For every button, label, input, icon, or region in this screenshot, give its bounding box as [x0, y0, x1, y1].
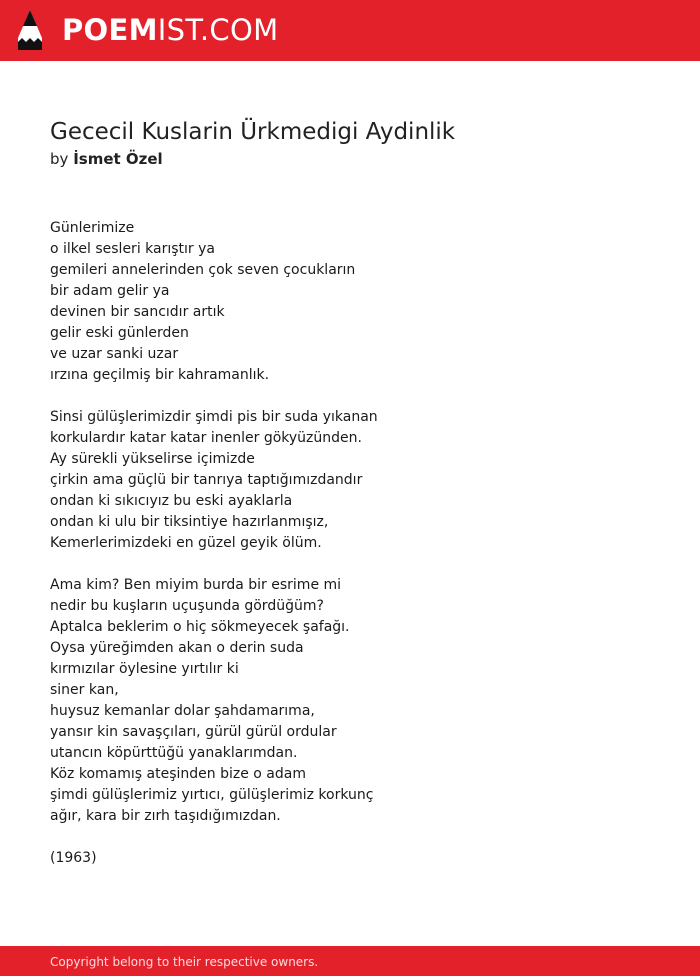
poem-line: gemileri annelerinden çok seven çocukların — [50, 262, 356, 278]
poem-line: nedir bu kuşların uçuşunda gördüğüm? — [50, 598, 324, 614]
poem-line: korkulardır katar katar inenler gökyüzünden. — [50, 430, 362, 446]
logo-bold: POEM — [62, 13, 158, 47]
stanza — [50, 218, 650, 386]
poem-line: Aptalca beklerim o hiç sökmeyecek şafağı. — [50, 619, 350, 635]
pencil-icon[interactable] — [17, 9, 43, 51]
poem-line: ondan ki ulu bir tiksintiye hazırlanmışız, — [50, 514, 329, 530]
poem-line: Köz komamış ateşinden bize o adam — [50, 766, 306, 782]
poem-line: şimdi gülüşlerimiz yırtıcı, gülüşlerimiz korkunç — [50, 787, 374, 803]
poem-line: kırmızılar öylesine yırtılır ki — [50, 661, 239, 677]
poem-line: bir adam gelir ya — [50, 283, 170, 299]
poem-line: (1963) — [50, 850, 97, 866]
poem-line: yansır kin savaşçıları, gürül gürül ordular — [50, 724, 337, 740]
poem-line: Ama kim? Ben miyim burda bir esrime mi — [50, 577, 342, 593]
poem-line: ağır, kara bir zırh taşıdığımızdan. — [50, 808, 281, 824]
poem-title: Gececil Kuslarin Ürkmedigi Aydinlik — [50, 119, 456, 145]
stanza-gap — [50, 386, 650, 407]
poem-line: Oysa yüreğimden akan o derin suda — [50, 640, 304, 656]
poem-body — [50, 218, 650, 869]
poem-line: siner kan, — [50, 682, 119, 698]
stanza-gap — [50, 827, 650, 848]
site-footer — [0, 946, 700, 976]
poem-line: Sinsi gülüşlerimizdir şimdi pis bir suda yıkanan — [50, 409, 378, 425]
poem-line: utancın köpürttüğü yanaklarımdan. — [50, 745, 298, 761]
stanza-gap — [50, 554, 650, 575]
poem-line: ondan ki sıkıcıyız bu eski ayaklarla — [50, 493, 293, 509]
stanza — [50, 848, 650, 869]
poem-line: gelir eski günlerden — [50, 325, 189, 341]
poem-line: Ay sürekli yükselirse içimizde — [50, 451, 255, 467]
poem-line: çirkin ama güçlü bir tanrıya taptığımızdandır — [50, 472, 363, 488]
logo-light: IST.COM — [157, 13, 279, 47]
poem-line: Günlerimize — [50, 220, 135, 236]
copyright-text: Copyright belong to their respective owners. — [50, 955, 319, 969]
author-name: İsmet Özel — [73, 150, 163, 168]
site-header — [0, 0, 700, 61]
poem-line: huysuz kemanlar dolar şahdamarıma, — [50, 703, 315, 719]
stanza — [50, 575, 650, 827]
poem-line: devinen bir sancıdır artık — [50, 304, 225, 320]
poem-line: ırzına geçilmiş bir kahramanlık. — [50, 367, 270, 383]
poem-line: o ilkel sesleri karıştır ya — [50, 241, 215, 257]
by-label: by — [50, 150, 69, 168]
poem-line: ve uzar sanki uzar — [50, 346, 179, 362]
poem-line: Kemerlerimizdeki en güzel geyik ölüm. — [50, 535, 322, 551]
site-logo-link[interactable] — [62, 12, 278, 48]
byline — [50, 149, 163, 169]
stanza — [50, 407, 650, 554]
